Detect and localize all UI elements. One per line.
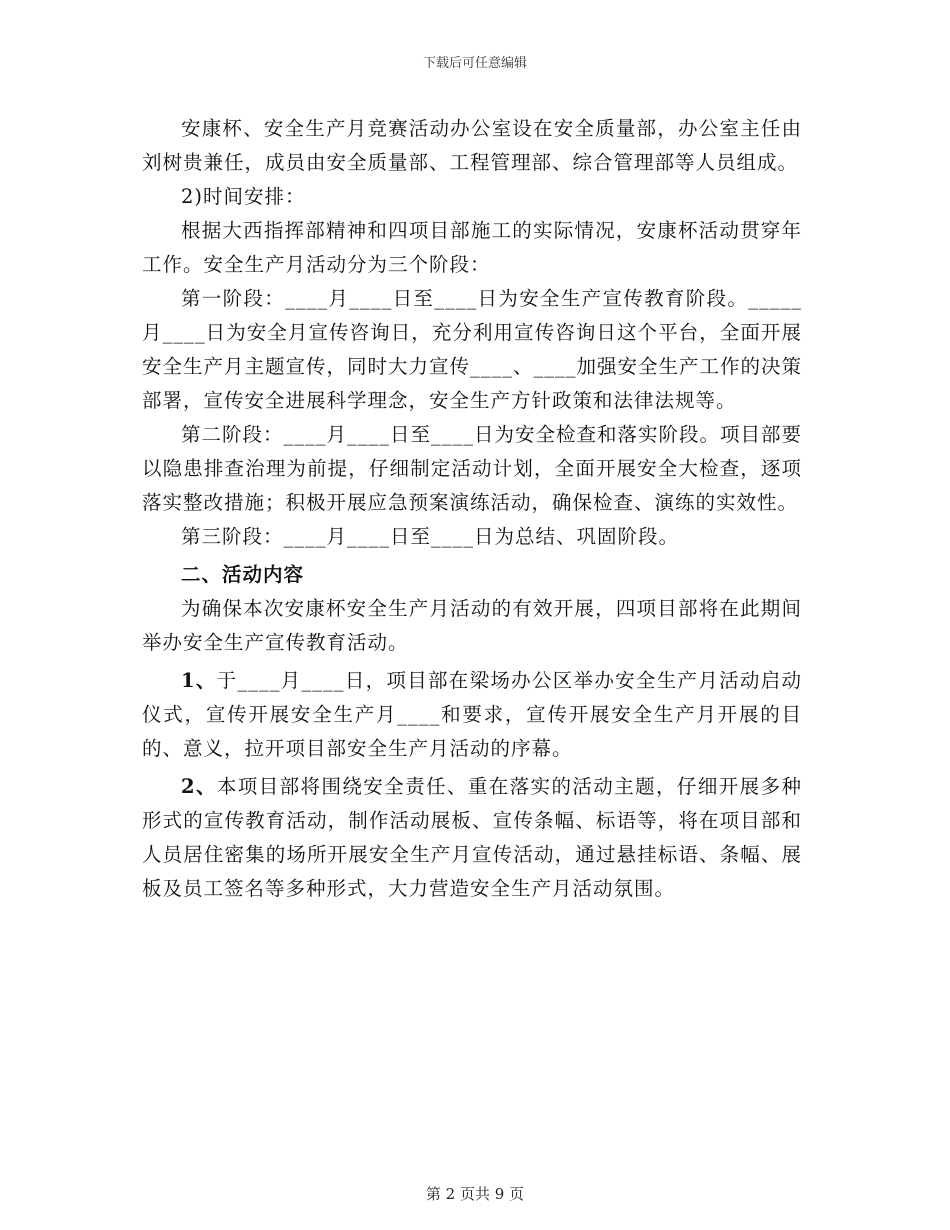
paragraph-stage-3: 第三阶段：____月____日至____日为总结、巩固阶段。: [181, 525, 680, 548]
section-intro: 为确保本次安康杯安全生产月活动的有效开展，四项目部将在此期间举办安全生产宣传教育活动。: [142, 597, 802, 654]
paragraph-office: 安康杯、安全生产月竞赛活动办公室设在安全质量部，办公室主任由刘树贵兼任，成员由安全质量部、工程管理部、综合管理部等人员组成。: [142, 117, 802, 174]
paragraph-schedule-intro: 根据大西指挥部精神和四项目部施工的实际情况，安康杯活动贯穿年工作。安全生产月活动分为三个阶段：: [142, 219, 802, 276]
page-number-footer: 第 2 页共 9 页: [425, 1185, 525, 1203]
section-title: 二、活动内容: [181, 563, 305, 586]
list-item-2-text: 本项目部将围绕安全责任、重在落实的活动主题，仔细开展多种形式的宣传教育活动，制作活动展板、宣传条幅、标语等，将在项目部和人员居住密集的场所开展安全生产月宣传活动，通过悬挂标语、条幅、展板及员工签名等多种形式，大力营造安全生产月活动氛围。: [142, 775, 802, 900]
list-item-1-number: 1、: [181, 669, 217, 692]
paragraph-schedule-heading: 2)时间安排：: [181, 185, 306, 208]
list-item-2: [142, 770, 802, 906]
paragraph-stage-2: 第二阶段：____月____日至____日为安全检查和落实阶段。项目部要以隐患排查治理为前提，仔细制定活动计划，全面开展安全大检查，逐项落实整改措施；积极开展应急预案演练活动，确保检查、演练的实效性。: [142, 423, 803, 514]
list-item-1-text: 于____月____日，项目部在梁场办公区举办安全生产月活动启动仪式，宣传开展安全生产月____和要求，宣传开展安全生产月开展的目的、意义，拉开项目部安全生产月活动的序幕。: [142, 669, 802, 760]
document-body: [142, 112, 802, 906]
list-item-2-number: 2、: [181, 775, 217, 798]
page-header-note: 下载后可任意编辑: [422, 56, 527, 71]
list-item-1: [142, 664, 802, 766]
paragraph-stage-1: 第一阶段：____月____日至____日为安全生产宣传教育阶段。_____月____日为安全月宣传咨询日，充分利用宣传咨询日这个平台，全面开展安全生产月主题宣传，同时大力宣传____、____加强安全生产工作的决策部署，宣传安全进展科学理念，安全生产方针政策和法律法规等。: [142, 287, 803, 412]
